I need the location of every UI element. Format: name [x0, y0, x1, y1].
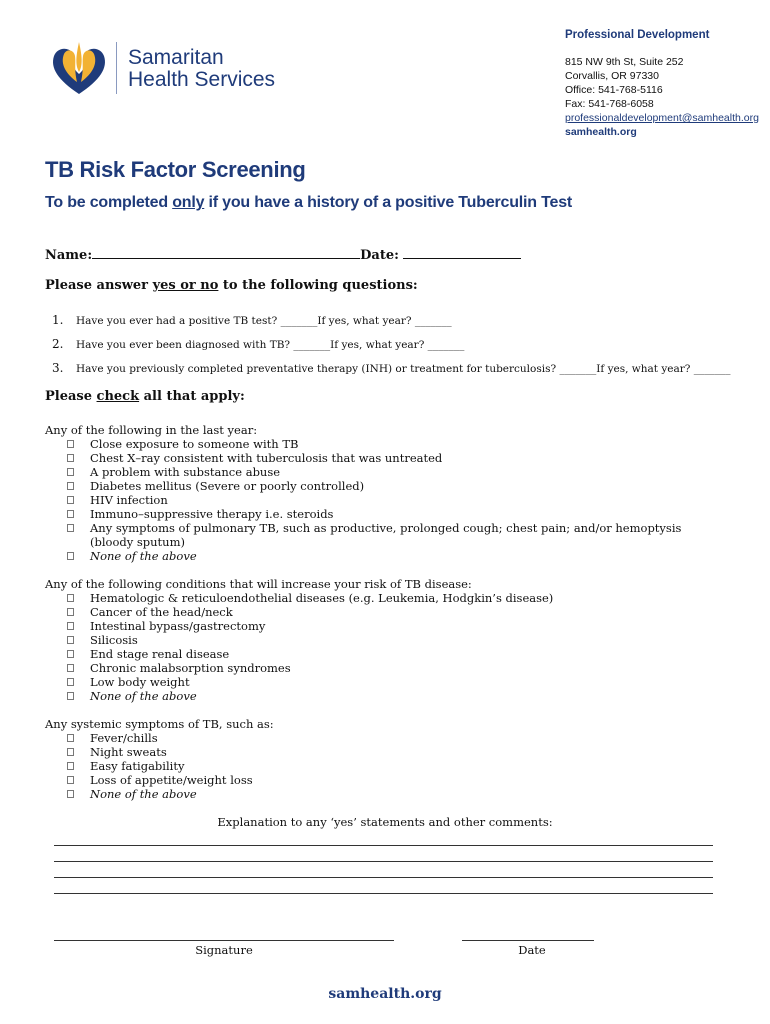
subtitle-pre: To be completed [45, 194, 173, 211]
checklist-group-symptoms [45, 717, 715, 801]
checklist-item[interactable] [45, 619, 715, 633]
address-line1: 815 NW 9th St, Suite 252 [565, 56, 684, 68]
item-label: Silicosis [90, 633, 138, 647]
checkbox[interactable] [67, 622, 74, 630]
checkbox[interactable] [67, 636, 74, 644]
checklist-item[interactable] [45, 521, 715, 549]
signature-date-label: Date [518, 943, 546, 957]
address-line2: Corvallis, OR 97330 [565, 70, 659, 82]
checklist-item[interactable] [45, 647, 715, 661]
check-post: all that apply: [139, 389, 245, 404]
department-name: Professional Development [565, 29, 710, 41]
checklist-item[interactable] [45, 745, 715, 759]
checkbox[interactable] [67, 748, 74, 756]
question-3[interactable] [52, 361, 731, 375]
item-label: Any symptoms of pulmonary TB, such as productive, prolonged cough; chest pain; and/or hemoptysis (bloody sputum) [90, 521, 682, 549]
checklist-item[interactable] [45, 773, 715, 787]
checkbox[interactable] [67, 650, 74, 658]
question-number: 2. [52, 337, 64, 351]
checklist-item[interactable] [45, 759, 715, 773]
checklist-item[interactable] [45, 675, 715, 689]
item-label: End stage renal disease [90, 647, 230, 661]
item-label: None of the above [90, 549, 197, 563]
comment-line[interactable] [54, 877, 713, 878]
item-label: Low body weight [90, 675, 190, 689]
item-label: Night sweats [90, 745, 167, 759]
group-intro: Any systemic symptoms of TB, such as: [45, 717, 274, 731]
checkbox[interactable] [67, 524, 74, 532]
comment-line[interactable] [54, 861, 713, 862]
footer-website[interactable]: samhealth.org [328, 986, 442, 1002]
logo-divider [116, 42, 117, 94]
checkbox[interactable] [67, 664, 74, 672]
item-label: Immuno–suppressive therapy i.e. steroids [90, 507, 334, 521]
item-label: Easy fatigability [90, 759, 185, 773]
item-label: Chest X–ray consistent with tuberculosis that was untreated [90, 451, 443, 465]
signature-label: Signature [195, 943, 253, 957]
checkbox[interactable] [67, 454, 74, 462]
item-label: A problem with substance abuse [90, 465, 281, 479]
item-label: Intestinal bypass/gastrectomy [90, 619, 266, 633]
checkbox[interactable] [67, 734, 74, 742]
brand-name-line2: Health Services [128, 68, 276, 91]
email-link[interactable]: professionaldevelopment@samhealth.org [565, 112, 759, 124]
checkbox[interactable] [67, 440, 74, 448]
checklist-item[interactable] [45, 479, 715, 493]
name-field[interactable] [92, 247, 360, 259]
office-phone: Office: 541-768-5116 [565, 84, 663, 96]
question-1[interactable] [52, 313, 452, 327]
checkbox[interactable] [67, 510, 74, 518]
checkbox[interactable] [67, 608, 74, 616]
checkbox[interactable] [67, 468, 74, 476]
check-emphasis: check [96, 389, 140, 404]
page-subtitle [45, 194, 572, 212]
page-title: TB Risk Factor Screening [45, 157, 306, 182]
checklist-item[interactable] [45, 465, 715, 479]
checklist-item[interactable] [45, 451, 715, 465]
name-label: Name: [45, 248, 93, 263]
checkbox[interactable] [67, 692, 74, 700]
group-intro: Any of the following in the last year: [45, 423, 258, 437]
logo [48, 36, 278, 100]
checklist-item-none[interactable] [45, 549, 715, 563]
item-label: Chronic malabsorption syndromes [90, 661, 291, 675]
item-label: Cancer of the head/neck [90, 605, 233, 619]
item-label: Close exposure to someone with TB [90, 437, 299, 451]
checklist-item[interactable] [45, 493, 715, 507]
yesno-emphasis: yes or no [152, 278, 219, 293]
subtitle-emphasis: only [172, 194, 205, 211]
signature-date-field[interactable] [462, 940, 594, 941]
checklist-item[interactable] [45, 507, 715, 521]
check-heading [45, 389, 245, 404]
yesno-pre: Please answer [45, 278, 153, 293]
name-date-row [45, 247, 521, 263]
item-label: Diabetes mellitus (Severe or poorly controlled) [90, 479, 365, 493]
checkbox[interactable] [67, 762, 74, 770]
checklist-group-conditions [45, 577, 715, 703]
fax-number: Fax: 541-768-6058 [565, 98, 654, 110]
checklist-item[interactable] [45, 605, 715, 619]
yesno-heading [45, 278, 418, 293]
item-label: Hematologic & reticuloendothelial diseases (e.g. Leukemia, Hodgkin’s disease) [90, 591, 554, 605]
question-text: Have you ever had a positive TB test? _______If yes, what year? _______ [76, 315, 452, 327]
comment-line[interactable] [54, 893, 713, 894]
contact-block [565, 28, 759, 139]
checkbox[interactable] [67, 496, 74, 504]
brand-name-line1: Samaritan [128, 46, 224, 69]
item-label: None of the above [90, 787, 197, 801]
checklist-group-last-year [45, 423, 715, 563]
group-intro: Any of the following conditions that will increase your risk of TB disease: [45, 577, 472, 591]
question-text: Have you previously completed preventative therapy (INH) or treatment for tuberculosis? _______If yes, what year? _______ [76, 363, 731, 375]
item-label: HIV infection [90, 493, 168, 507]
check-pre: Please [45, 389, 97, 404]
checkbox[interactable] [67, 776, 74, 784]
signature-field[interactable] [54, 940, 394, 941]
checklist-item[interactable] [45, 731, 715, 745]
checklist-item[interactable] [45, 661, 715, 675]
checklist-item-none[interactable] [45, 689, 715, 703]
checkbox[interactable] [67, 482, 74, 490]
checkbox[interactable] [67, 678, 74, 686]
yesno-post: to the following questions: [218, 278, 418, 293]
checklist-item-none[interactable] [45, 787, 715, 801]
item-label: Loss of appetite/weight loss [90, 773, 253, 787]
subtitle-post: if you have a history of a positive Tuberculin Test [204, 194, 573, 211]
item-label: None of the above [90, 689, 197, 703]
explanation-prompt: Explanation to any ‘yes’ statements and other comments: [217, 815, 553, 829]
comment-line[interactable] [54, 845, 713, 846]
checklist-item[interactable] [45, 633, 715, 647]
checklist-item[interactable] [45, 437, 715, 451]
samaritan-heart-flame-icon [48, 38, 110, 100]
question-number: 3. [52, 361, 64, 375]
date-label: Date: [360, 248, 399, 263]
question-text: Have you ever been diagnosed with TB? _______If yes, what year? _______ [76, 339, 465, 351]
checklist-item[interactable] [45, 591, 715, 605]
checkbox[interactable] [67, 594, 74, 602]
question-number: 1. [52, 313, 64, 327]
question-2[interactable] [52, 337, 464, 351]
item-label: Fever/chills [90, 731, 158, 745]
checkbox[interactable] [67, 552, 74, 560]
checkbox[interactable] [67, 790, 74, 798]
website-link[interactable]: samhealth.org [565, 126, 637, 138]
date-field[interactable] [403, 247, 521, 259]
